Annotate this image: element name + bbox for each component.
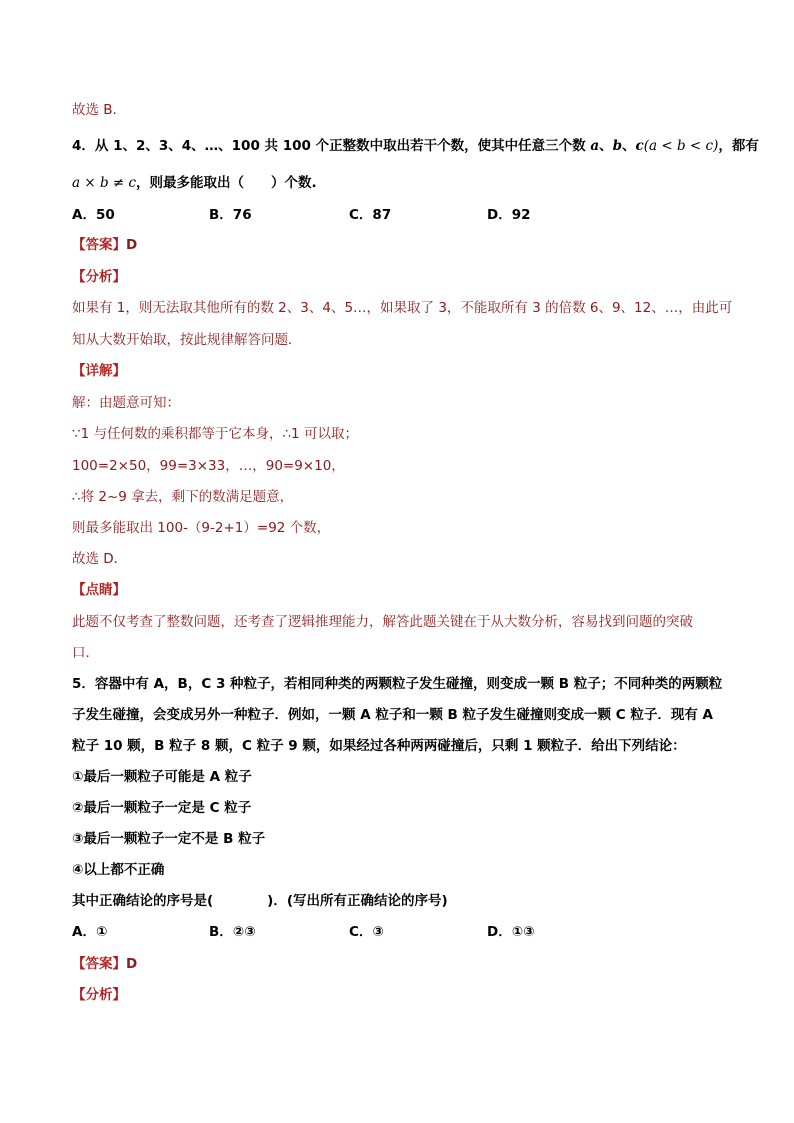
q5-stem-line2: 子发生碰撞，会变成另外一种粒子．例如，一颗 A 粒子和一颗 B 粒子发生碰撞则变成一颗 C 粒子．现有 A <box>72 707 713 723</box>
option-value: ③ <box>372 924 384 940</box>
q4-option-a <box>72 205 115 225</box>
q4-detail-line: ∴将 2~9 拿去，剩下的数满足题意， <box>72 489 294 505</box>
option-letter: B． <box>209 924 233 940</box>
answer-label: 【答案】 <box>72 237 126 253</box>
q4-separator: 、 <box>622 138 636 154</box>
option-letter: B． <box>209 207 233 223</box>
q4-comment-line2: 口． <box>72 645 99 661</box>
option-value: ②③ <box>232 924 256 940</box>
option-value: ①③ <box>511 924 535 940</box>
option-letter: D． <box>487 207 512 223</box>
q5-answer <box>72 954 137 974</box>
option-value: 76 <box>232 207 252 223</box>
q4-answer <box>72 235 137 255</box>
q4-analysis-line1: 如果有 1，则无法取其他所有的数 2、3、4、5…，如果取了 3，不能取所有 3 的倍数 6、9、12、…，由此可 <box>72 300 733 316</box>
answer-label: 【答案】 <box>72 956 126 972</box>
q4-option-d <box>487 205 531 225</box>
q5-conclusion: ①最后一颗粒子可能是 A 粒子 <box>72 769 252 785</box>
q5-conclusion: ②最后一颗粒子一定是 C 粒子 <box>72 800 252 816</box>
q5-conclusion: ④以上都不正确 <box>72 862 165 878</box>
q4-condition: (a < b < c) <box>643 138 719 154</box>
q4-var-a: a <box>590 138 600 154</box>
q4-stem-line2 <box>72 173 317 193</box>
option-letter: C． <box>349 207 373 223</box>
option-letter: D． <box>487 924 512 940</box>
q4-detail-label: 【详解】 <box>72 363 126 379</box>
option-value: ① <box>95 924 108 940</box>
q5-option-d <box>487 922 535 942</box>
q5-option-b <box>209 922 256 942</box>
q4-var-b: b <box>612 138 623 154</box>
option-value: 50 <box>95 207 115 223</box>
option-letter: A． <box>72 207 96 223</box>
q4-detail-line: 则最多能取出 100-（9-2+1）=92 个数， <box>72 520 331 536</box>
q4-option-b <box>209 205 252 225</box>
q4-stem-line2-text: ，则最多能取出（ ）个数. <box>136 175 317 191</box>
q5-option-a <box>72 922 107 942</box>
answer-value: D <box>126 956 138 972</box>
q4-analysis-line2: 知从大数开始取，按此规律解答问题． <box>72 332 302 348</box>
q4-option-c <box>349 205 391 225</box>
option-value: 92 <box>511 207 531 223</box>
option-letter: C． <box>349 924 373 940</box>
q4-detail-line: ∵1 与任何数的乘积都等于它本身，∴1 可以取； <box>72 426 358 442</box>
q5-option-c <box>349 922 384 942</box>
q4-var-c: c <box>635 138 644 154</box>
q4-stem-tail: ，都有 <box>718 138 759 154</box>
q4-comment-line1: 此题不仅考查了整数问题，还考查了逻辑推理能力，解答此题关键在于从大数分析，容易找到问题的突破 <box>72 614 693 630</box>
q4-comment-label: 【点睛】 <box>72 582 126 598</box>
q4-inequality: a × b ≠ c <box>72 175 137 191</box>
q5-analysis-label: 【分析】 <box>72 987 126 1003</box>
q4-detail-line: 解：由题意可知： <box>72 395 180 411</box>
q5-conclusion: ③最后一颗粒子一定不是 B 粒子 <box>72 831 266 847</box>
previous-answer-line: 故选 B. <box>72 102 117 118</box>
answer-value: D <box>126 237 138 253</box>
q5-question: 其中正确结论的序号是( )．(写出所有正确结论的序号) <box>72 893 448 909</box>
option-letter: A． <box>72 924 96 940</box>
q4-stem-text: 4．从 1、2、3、4、…、100 共 100 个正整数中取出若干个数，使其中任意三个数 <box>72 138 591 154</box>
q4-separator: 、 <box>599 138 613 154</box>
q4-detail-line: 100=2×50，99=3×33，…，90=9×10， <box>72 458 345 474</box>
q5-stem-line1: 5．容器中有 A，B，C 3 种粒子，若相同种类的两颗粒子发生碰撞，则变成一颗 B 粒子；不同种类的两颗粒 <box>72 676 723 692</box>
q4-detail-line: 故选 D． <box>72 551 128 567</box>
option-value: 87 <box>372 207 392 223</box>
q4-stem-line1 <box>72 136 759 156</box>
q5-stem-line3: 粒子 10 颗，B 粒子 8 颗，C 粒子 9 颗，如果经过各种两两碰撞后，只剩 1 颗粒子．给出下列结论： <box>72 738 686 754</box>
q4-analysis-label: 【分析】 <box>72 269 126 285</box>
